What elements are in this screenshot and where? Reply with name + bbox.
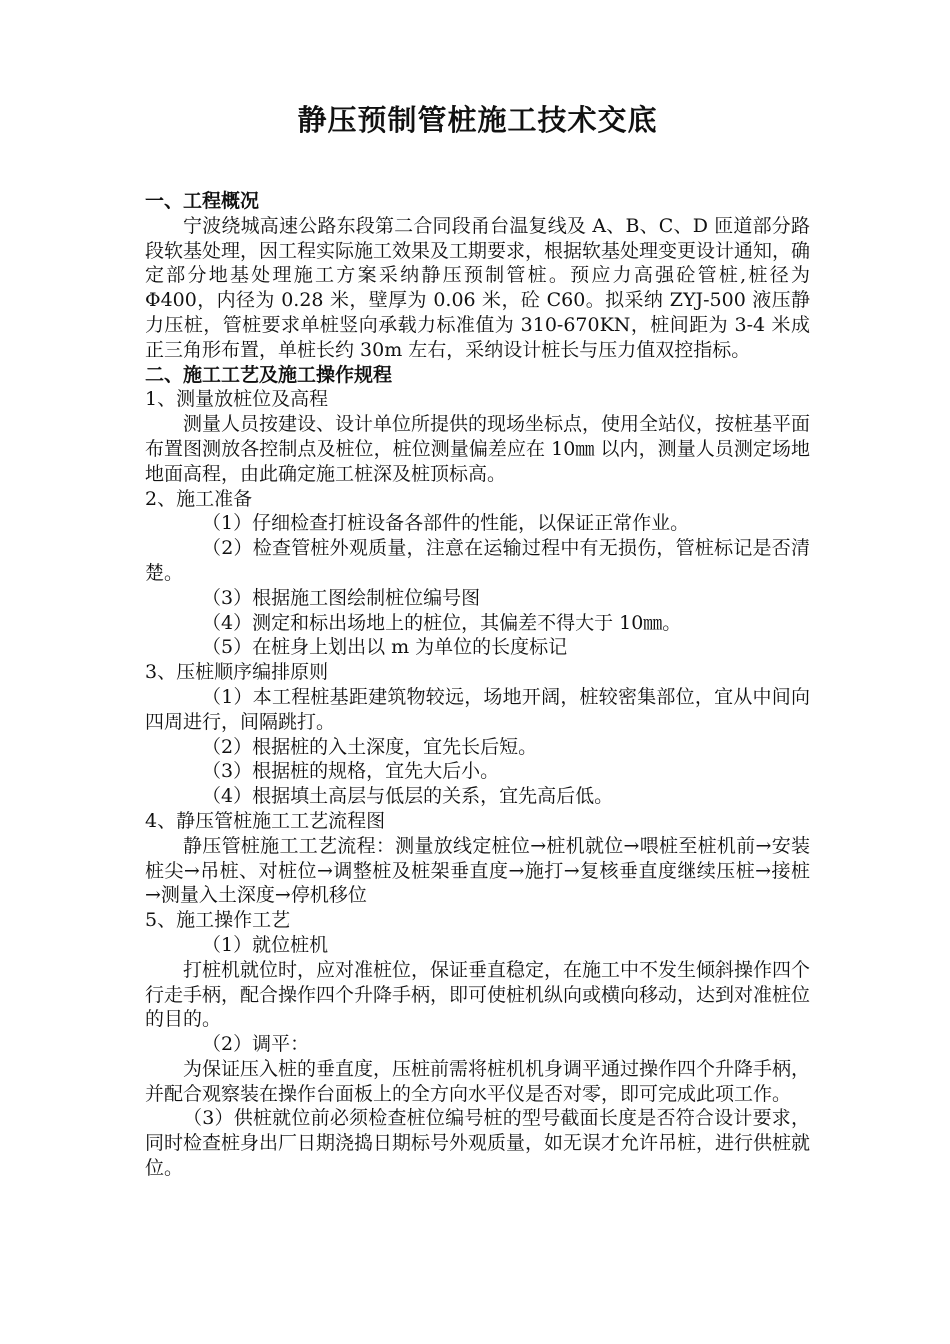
list-item: （1）本工程桩基距建筑物较远，场地开阔，桩较密集部位，宜从中间向四周进行，间隔跳打。 [145,685,810,733]
process-flow-paragraph: 静压管桩施工工艺流程：测量放线定桩位→桩机就位→喂桩至桩机前→安装桩尖→吊桩、对桩位→调整桩及桩架垂直度→施打→复核垂直度继续压桩→接桩→测量入土深度→停机移位 [145,834,810,907]
subsection-4-heading: 4、静压管桩施工工艺流程图 [145,809,386,832]
list-item: （4）根据填土高层与低层的关系，宜先高后低。 [202,785,614,808]
item-2-paragraph: 为保证压入桩的垂直度，压桩前需将桩机机身调平通过操作四个升降手柄，并配合观察装在操作台面板上的全方向水平仪是否对零，即可完成此项工作。 [145,1057,811,1105]
document-page [145,95,810,1181]
list-item: （2）检查管桩外观质量，注意在运输过程中有无损伤，管桩标记是否清楚。 [145,537,810,584]
section-1-paragraph: 宁波绕城高速公路东段第二合同段甬台温复线及 A、B、C、D 匝道部分路段软基处理，因工程实际施工效果及工期要求，根据软基处理变更设计通知，确定部分地基处理施工方案采纳静压预制管桩。预应力高强砼管桩,桩径为 Φ400，内径为 0.28 米，壁厚为 0.06 米，砼 C60。拟采纳 ZYJ-500 液压静力压桩，管桩要求单桩竖向承载力标准值为 310-670KN，桩间距为 3-4 米成正三角形布置，单桩长约 30m 左右，采纳设计桩长与压力值双控指标。 [145,214,811,361]
list-item: （4）测定和标出场地上的桩位，其偏差不得大于 10㎜。 [202,611,682,634]
item-3-paragraph: （3）供桩就位前必须检查桩位编号桩的型号截面长度是否符合设计要求，同时检查桩身出厂日期浇捣日期标号外观质量，如无误才允许吊桩，进行供桩就位。 [145,1107,811,1180]
section-1-heading: 一、工程概况 [145,190,260,212]
item-1-heading: （1）就位桩机 [202,933,329,956]
list-item: （3）根据桩的规格，宜先大后小。 [202,760,500,783]
section-2-heading: 二、施工工艺及施工操作规程 [145,363,393,386]
list-item: （2）根据桩的入土深度，宜先长后短。 [202,735,538,758]
list-item: （5）在桩身上划出以 m 为单位的长度标记 [202,636,568,659]
list-item: （3）根据施工图绘制桩位编号图 [202,586,481,609]
page-title: 静压预制管桩施工技术交底 [297,103,658,137]
item-2-heading: （2）调平： [202,1033,310,1056]
subsection-5-heading: 5、施工操作工艺 [145,909,291,932]
subsection-2-heading: 2、施工准备 [145,487,253,510]
subsection-1-paragraph: 测量人员按建设、设计单位所提供的现场坐标点，使用全站仪，按桩基平面布置图测放各控制点及桩位，桩位测量偏差应在 10㎜ 以内，测量人员测定场地地面高程，由此确定施工桩深及桩顶标高。 [145,413,811,485]
subsection-1-heading: 1、测量放桩位及高程 [145,388,329,411]
subsection-3-heading: 3、压桩顺序编排原则 [145,661,329,684]
list-item: （1）仔细检查打桩设备各部件的性能，以保证正常作业。 [202,512,690,535]
item-1-paragraph: 打桩机就位时，应对准桩位，保证垂直稳定，在施工中不发生倾斜操作四个行走手柄，配合操作四个升降手柄，即可使桩机纵向或横向移动，达到对准桩位的目的。 [145,958,811,1031]
